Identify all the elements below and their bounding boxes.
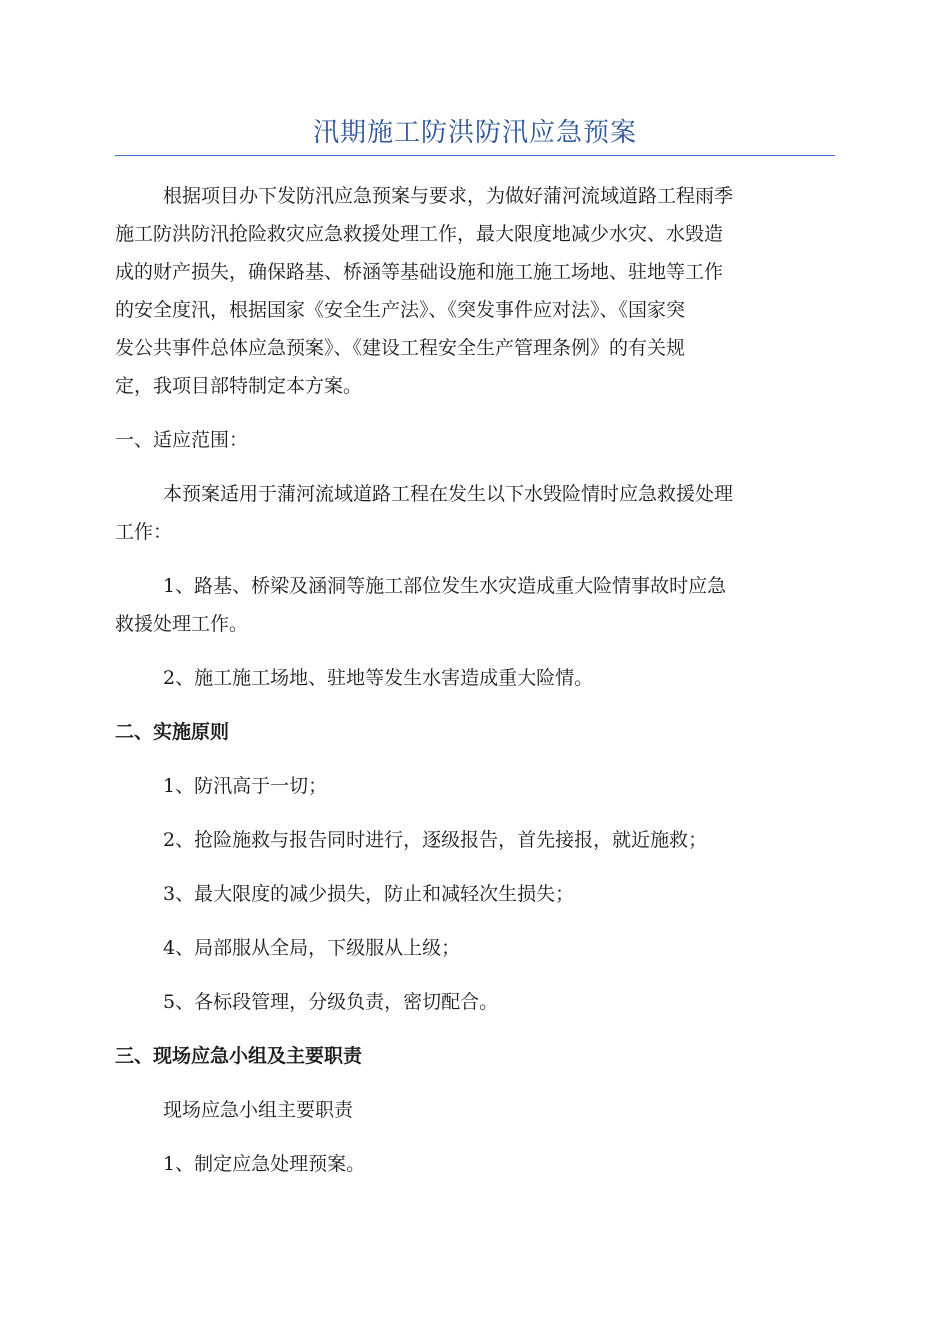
section-1-heading: 一、适应范围： [115,429,249,451]
title-underline [115,155,835,156]
intro-line-4: 的安全度汛，根据国家《安全生产法》、《突发事件应对法》、《国家突 [115,299,686,321]
section-2-item-4: 4、局部服从全局，下级服从上级； [163,937,461,959]
section-2-item-5: 5、各标段管理，分级负责，密切配合。 [163,991,499,1013]
section-1-para-line-2: 工作： [115,521,173,543]
intro-line-5: 发公共事件总体应急预案》、《建设工程安全生产管理条例》的有关规 [115,337,686,359]
section-2-item-3: 3、最大限度的减少损失，防止和减轻次生损失； [163,883,575,905]
section-3-subheading: 现场应急小组主要职责 [163,1099,354,1121]
intro-line-6: 定，我项目部特制定本方案。 [115,375,363,397]
section-1-para-line-1: 本预案适用于蒲河流域道路工程在发生以下水毁险情时应急救援处理 [163,483,734,505]
document-title: 汛期施工防洪防汛应急预案 [312,118,637,148]
section-1-item-1-line-2: 救援处理工作。 [115,613,249,635]
section-3-heading: 三、现场应急小组及主要职责 [115,1045,363,1067]
section-1-item-2: 2、施工施工场地、驻地等发生水害造成重大险情。 [163,667,594,689]
section-2-item-2: 2、抢险施救与报告同时进行，逐级报告，首先接报，就近施救； [163,829,708,851]
section-2-heading: 二、实施原则 [115,721,230,743]
intro-line-2: 施工防洪防汛抢险救灾应急救援处理工作，最大限度地减少水灾、水毁造 [115,223,724,245]
intro-line-3: 成的财产损失，确保路基、桥涵等基础设施和施工施工场地、驻地等工作 [115,261,724,283]
section-2-item-1: 1、防汛高于一切； [163,775,328,797]
section-1-item-1-line-1: 1、路基、桥梁及涵洞等施工部位发生水灾造成重大险情事故时应急 [163,575,727,597]
section-3-item-1: 1、制定应急处理预案。 [163,1153,366,1175]
intro-line-1: 根据项目办下发防汛应急预案与要求，为做好蒲河流域道路工程雨季 [163,185,734,207]
